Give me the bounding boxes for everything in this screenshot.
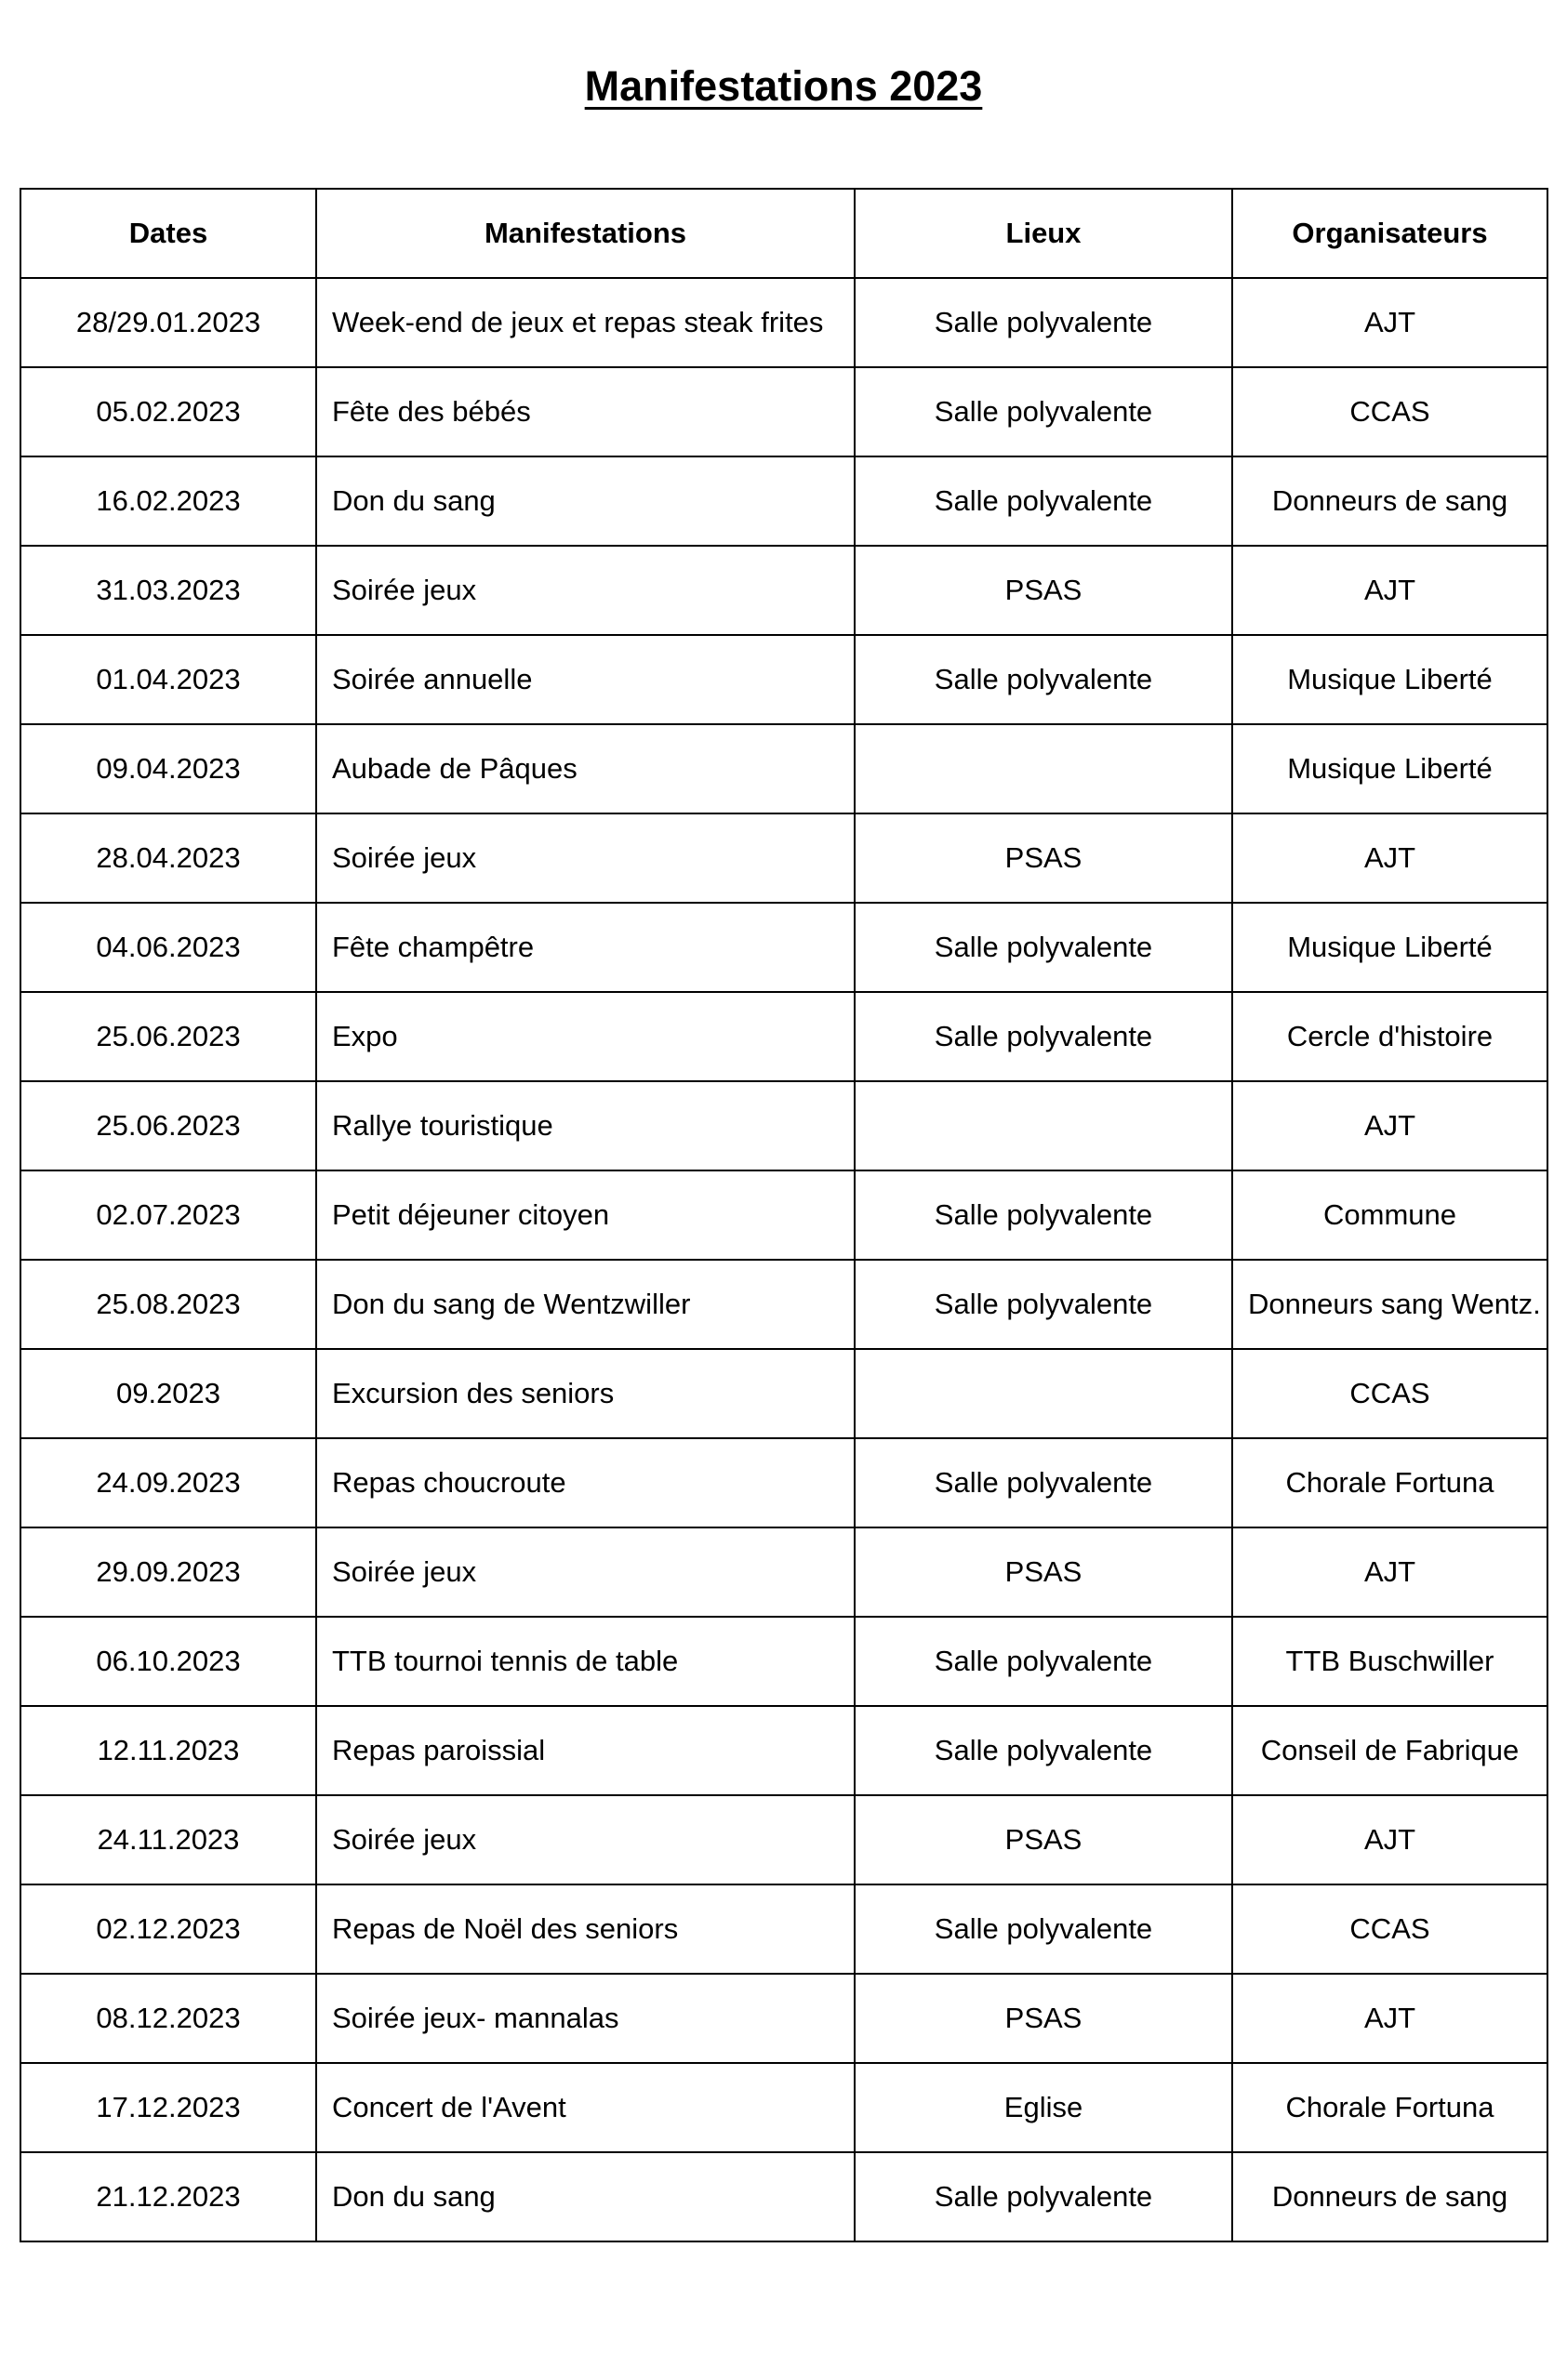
cell-organisateur: AJT — [1232, 1081, 1547, 1170]
cell-manifestation: Soirée jeux — [316, 546, 855, 635]
cell-manifestation: Soirée jeux — [316, 1795, 855, 1884]
cell-manifestation: Repas paroissial — [316, 1706, 855, 1795]
cell-manifestation: Soirée jeux- mannalas — [316, 1974, 855, 2063]
cell-date: 31.03.2023 — [20, 546, 316, 635]
cell-organisateur: Chorale Fortuna — [1232, 1438, 1547, 1527]
table-row — [20, 1795, 1547, 1884]
cell-organisateur: AJT — [1232, 1974, 1547, 2063]
cell-lieu — [855, 1081, 1232, 1170]
table-row — [20, 1617, 1547, 1706]
cell-lieu: Salle polyvalente — [855, 2152, 1232, 2241]
cell-lieu: Salle polyvalente — [855, 367, 1232, 456]
column-header-lieux: Lieux — [855, 189, 1232, 278]
cell-organisateur: CCAS — [1232, 1884, 1547, 1974]
cell-lieu: Salle polyvalente — [855, 1706, 1232, 1795]
cell-manifestation: Rallye touristique — [316, 1081, 855, 1170]
cell-date: 28.04.2023 — [20, 813, 316, 903]
page-title: Manifestations 2023 — [584, 62, 983, 110]
cell-lieu: Salle polyvalente — [855, 1260, 1232, 1349]
table-row — [20, 1438, 1547, 1527]
cell-date: 25.08.2023 — [20, 1260, 316, 1349]
cell-manifestation: Week-end de jeux et repas steak frites — [316, 278, 855, 367]
cell-lieu: PSAS — [855, 1527, 1232, 1617]
cell-manifestation: Don du sang — [316, 456, 855, 546]
table-row — [20, 546, 1547, 635]
cell-organisateur: Musique Liberté — [1232, 724, 1547, 813]
cell-organisateur: AJT — [1232, 813, 1547, 903]
cell-organisateur: Chorale Fortuna — [1232, 2063, 1547, 2152]
table-row — [20, 1974, 1547, 2063]
table-row — [20, 724, 1547, 813]
cell-lieu: Salle polyvalente — [855, 278, 1232, 367]
table-row — [20, 1170, 1547, 1260]
cell-date: 12.11.2023 — [20, 1706, 316, 1795]
cell-lieu: Salle polyvalente — [855, 1617, 1232, 1706]
table-row — [20, 903, 1547, 992]
cell-lieu: Salle polyvalente — [855, 1170, 1232, 1260]
table-row — [20, 635, 1547, 724]
cell-manifestation: Concert de l'Avent — [316, 2063, 855, 2152]
cell-organisateur: AJT — [1232, 1795, 1547, 1884]
table-row — [20, 992, 1547, 1081]
cell-date: 08.12.2023 — [20, 1974, 316, 2063]
table-row — [20, 1081, 1547, 1170]
column-header-organisateurs: Organisateurs — [1232, 189, 1547, 278]
events-table — [20, 188, 1548, 2242]
cell-lieu: Salle polyvalente — [855, 1884, 1232, 1974]
cell-organisateur: CCAS — [1232, 1349, 1547, 1438]
cell-organisateur: AJT — [1232, 278, 1547, 367]
table-row — [20, 367, 1547, 456]
cell-manifestation: Repas de Noël des seniors — [316, 1884, 855, 1974]
table-row — [20, 1527, 1547, 1617]
cell-organisateur: AJT — [1232, 1527, 1547, 1617]
cell-organisateur: Commune — [1232, 1170, 1547, 1260]
cell-date: 25.06.2023 — [20, 992, 316, 1081]
cell-lieu: PSAS — [855, 813, 1232, 903]
cell-date: 05.02.2023 — [20, 367, 316, 456]
cell-manifestation: Repas choucroute — [316, 1438, 855, 1527]
cell-date: 21.12.2023 — [20, 2152, 316, 2241]
column-header-dates: Dates — [20, 189, 316, 278]
cell-date: 28/29.01.2023 — [20, 278, 316, 367]
cell-organisateur: Cercle d'histoire — [1232, 992, 1547, 1081]
cell-manifestation: Soirée jeux — [316, 1527, 855, 1617]
cell-date: 16.02.2023 — [20, 456, 316, 546]
table-header-row — [20, 189, 1547, 278]
table-row — [20, 456, 1547, 546]
cell-lieu: PSAS — [855, 1795, 1232, 1884]
cell-date: 24.11.2023 — [20, 1795, 316, 1884]
column-header-manifestations: Manifestations — [316, 189, 855, 278]
table-row — [20, 1260, 1547, 1349]
cell-lieu — [855, 724, 1232, 813]
cell-date: 01.04.2023 — [20, 635, 316, 724]
cell-organisateur: Donneurs de sang — [1232, 456, 1547, 546]
cell-date: 25.06.2023 — [20, 1081, 316, 1170]
cell-lieu: Eglise — [855, 2063, 1232, 2152]
table-row — [20, 1349, 1547, 1438]
cell-manifestation: Don du sang de Wentzwiller — [316, 1260, 855, 1349]
cell-date: 24.09.2023 — [20, 1438, 316, 1527]
table-row — [20, 1706, 1547, 1795]
cell-manifestation: Excursion des seniors — [316, 1349, 855, 1438]
cell-date: 29.09.2023 — [20, 1527, 316, 1617]
cell-lieu: Salle polyvalente — [855, 1438, 1232, 1527]
cell-date: 09.2023 — [20, 1349, 316, 1438]
cell-organisateur: AJT — [1232, 546, 1547, 635]
cell-lieu — [855, 1349, 1232, 1438]
cell-lieu: Salle polyvalente — [855, 635, 1232, 724]
cell-organisateur: Musique Liberté — [1232, 635, 1547, 724]
table-row — [20, 1884, 1547, 1974]
cell-lieu: Salle polyvalente — [855, 903, 1232, 992]
cell-organisateur: Musique Liberté — [1232, 903, 1547, 992]
cell-manifestation: Aubade de Pâques — [316, 724, 855, 813]
cell-lieu: PSAS — [855, 1974, 1232, 2063]
cell-manifestation: Fête des bébés — [316, 367, 855, 456]
table-row — [20, 813, 1547, 903]
cell-date: 04.06.2023 — [20, 903, 316, 992]
cell-organisateur: TTB Buschwiller — [1232, 1617, 1547, 1706]
cell-manifestation: Expo — [316, 992, 855, 1081]
cell-manifestation: Fête champêtre — [316, 903, 855, 992]
cell-organisateur: Conseil de Fabrique — [1232, 1706, 1547, 1795]
cell-date: 02.07.2023 — [20, 1170, 316, 1260]
table-body — [20, 278, 1547, 2241]
cell-organisateur: CCAS — [1232, 367, 1547, 456]
cell-lieu: PSAS — [855, 546, 1232, 635]
cell-organisateur: Donneurs de sang — [1232, 2152, 1547, 2241]
cell-date: 02.12.2023 — [20, 1884, 316, 1974]
cell-manifestation: Petit déjeuner citoyen — [316, 1170, 855, 1260]
cell-date: 06.10.2023 — [20, 1617, 316, 1706]
cell-lieu: Salle polyvalente — [855, 456, 1232, 546]
cell-lieu: Salle polyvalente — [855, 992, 1232, 1081]
cell-manifestation: Soirée annuelle — [316, 635, 855, 724]
table-row — [20, 2152, 1547, 2241]
cell-manifestation: TTB tournoi tennis de table — [316, 1617, 855, 1706]
cell-date: 09.04.2023 — [20, 724, 316, 813]
table-row — [20, 278, 1547, 367]
cell-date: 17.12.2023 — [20, 2063, 316, 2152]
cell-organisateur: Donneurs sang Wentz. — [1232, 1260, 1547, 1349]
table-row — [20, 2063, 1547, 2152]
cell-manifestation: Soirée jeux — [316, 813, 855, 903]
cell-manifestation: Don du sang — [316, 2152, 855, 2241]
